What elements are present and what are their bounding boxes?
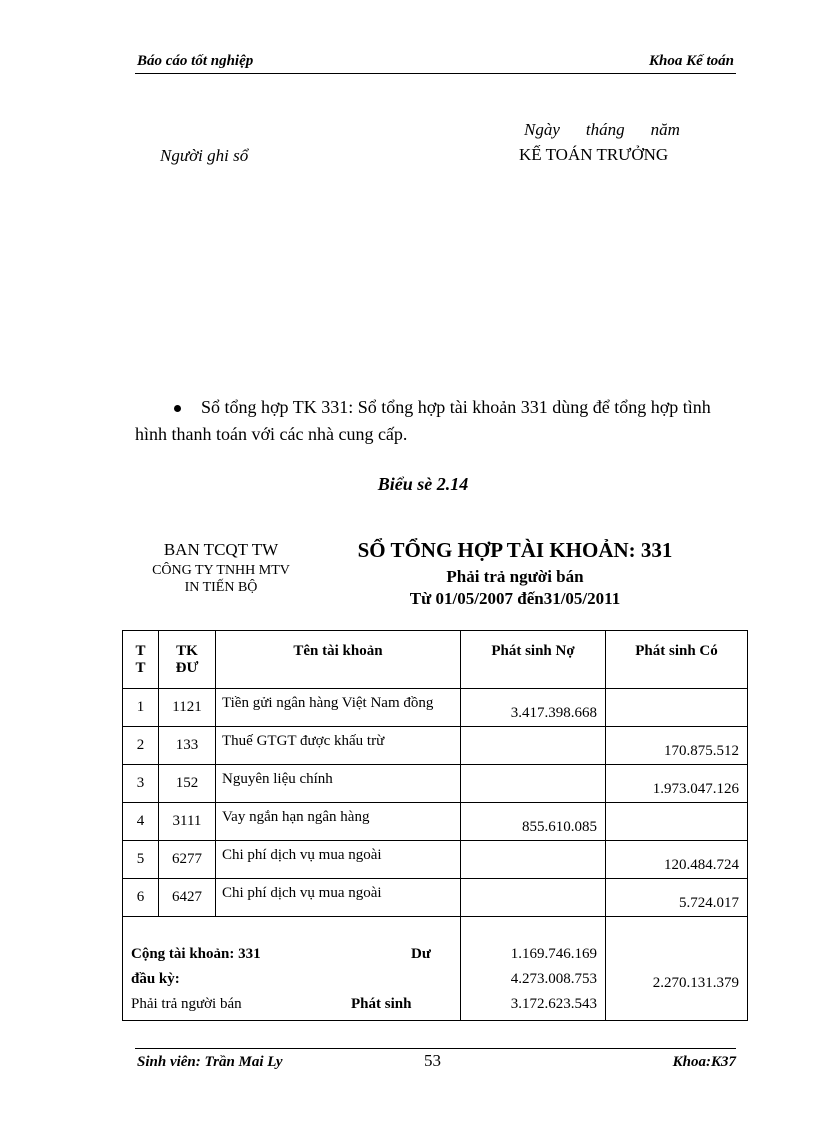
summary-debit-1: 1.169.746.169 <box>510 946 597 962</box>
footer-student: Sinh viên: Trần Mai Ly <box>137 1054 283 1070</box>
cell-debit <box>461 727 606 765</box>
col-header-account-name: Tên tài khoản <box>216 631 461 689</box>
table-row <box>123 803 748 841</box>
cell-tt: 1 <box>123 689 159 727</box>
cell-account-name: Thuế GTGT được khấu trừ <box>216 727 461 765</box>
summary-label-cell <box>123 917 461 1021</box>
col-header-debit: Phát sinh Nợ <box>461 631 606 689</box>
table-row <box>123 879 748 917</box>
table-header-row <box>123 631 748 689</box>
cell-debit: 855.610.085 <box>461 803 606 841</box>
cell-account-name: Nguyên liệu chính <box>216 765 461 803</box>
org-line-3: IN TIẾN BỘ <box>184 580 258 595</box>
ledger-table <box>122 630 748 1021</box>
cell-tt: 3 <box>123 765 159 803</box>
header-rule <box>135 73 736 74</box>
header-right: Khoa Kế toán <box>648 53 734 69</box>
cell-account-name: Tiền gửi ngân hàng Việt Nam đồng <box>216 689 461 727</box>
table-row <box>123 689 748 727</box>
footer-rule <box>135 1048 736 1049</box>
cell-account-name: Chi phí dịch vụ mua ngoài <box>216 879 461 917</box>
footer-class: Khoa:K37 <box>672 1054 736 1070</box>
org-line-1: BAN TCQT TW <box>163 540 279 559</box>
chief-accountant-label: KẾ TOÁN TRƯỞNG <box>519 145 669 164</box>
table-row <box>123 765 748 803</box>
summary-total-label: Cộng tài khoản: 331 <box>131 946 261 962</box>
cell-tt: 4 <box>123 803 159 841</box>
col-header-tt: T T <box>123 631 159 689</box>
cell-tk: 6277 <box>159 841 216 879</box>
cell-tk: 3111 <box>159 803 216 841</box>
cell-debit <box>461 841 606 879</box>
cell-credit <box>606 803 748 841</box>
org-line-2: CÔNG TY TNHH MTV <box>152 563 290 578</box>
ledger-period: Từ 01/05/2007 đến31/05/2011 <box>409 589 621 608</box>
recorder-label: Người ghi sổ <box>160 146 249 165</box>
cell-debit <box>461 765 606 803</box>
cell-account-name: Vay ngắn hạn ngân hàng <box>216 803 461 841</box>
bullet-paragraph <box>174 397 711 418</box>
col-header-tk: TK ĐƯ <box>159 631 216 689</box>
cell-credit: 120.484.724 <box>606 841 748 879</box>
date-month: tháng <box>585 120 625 139</box>
summary-debit-2: 4.273.008.753 <box>510 971 597 987</box>
ledger-title: SỔ TỔNG HỢP TÀI KHOẢN: 331 <box>357 538 673 562</box>
date-year: năm <box>650 120 680 139</box>
cell-credit: 1.973.047.126 <box>606 765 748 803</box>
cell-debit <box>461 879 606 917</box>
cell-credit: 170.875.512 <box>606 727 748 765</box>
cell-credit <box>606 689 748 727</box>
ledger-subtitle: Phải trả người bán <box>446 567 584 586</box>
cell-tt: 6 <box>123 879 159 917</box>
cell-tk: 152 <box>159 765 216 803</box>
summary-row <box>123 917 748 1021</box>
paragraph-line-1: Sổ tổng hợp TK 331: Sổ tổng hợp tài khoản 331 dùng để tổng hợp tình <box>201 397 711 417</box>
date-line <box>524 120 680 140</box>
bullet-icon <box>174 405 181 412</box>
header-left: Báo cáo tốt nghiệp <box>137 53 254 69</box>
form-caption: Biểu sè 2.14 <box>377 474 469 494</box>
cell-tk: 1121 <box>159 689 216 727</box>
cell-tt: 5 <box>123 841 159 879</box>
cell-debit: 3.417.398.668 <box>461 689 606 727</box>
table-row <box>123 841 748 879</box>
cell-account-name: Chi phí dịch vụ mua ngoài <box>216 841 461 879</box>
cell-tk: 133 <box>159 727 216 765</box>
col-header-credit: Phát sinh Có <box>606 631 748 689</box>
summary-opening-label: đầu kỳ: <box>131 971 180 987</box>
summary-debit-3: 3.172.623.543 <box>510 996 597 1012</box>
cell-tt: 2 <box>123 727 159 765</box>
date-day: Ngày <box>524 120 560 139</box>
cell-credit: 5.724.017 <box>606 879 748 917</box>
summary-payable-label: Phải trả người bán <box>131 996 242 1012</box>
paragraph-line-2: hình thanh toán với các nhà cung cấp. <box>135 424 408 444</box>
table-row <box>123 727 748 765</box>
summary-debit-cell <box>461 917 606 1021</box>
summary-credit-cell: 2.270.131.379 <box>606 917 748 1021</box>
page-number: 53 <box>424 1051 441 1070</box>
cell-tk: 6427 <box>159 879 216 917</box>
summary-ps-label: Phát sinh <box>351 996 412 1012</box>
summary-du-label: Dư <box>411 946 431 962</box>
